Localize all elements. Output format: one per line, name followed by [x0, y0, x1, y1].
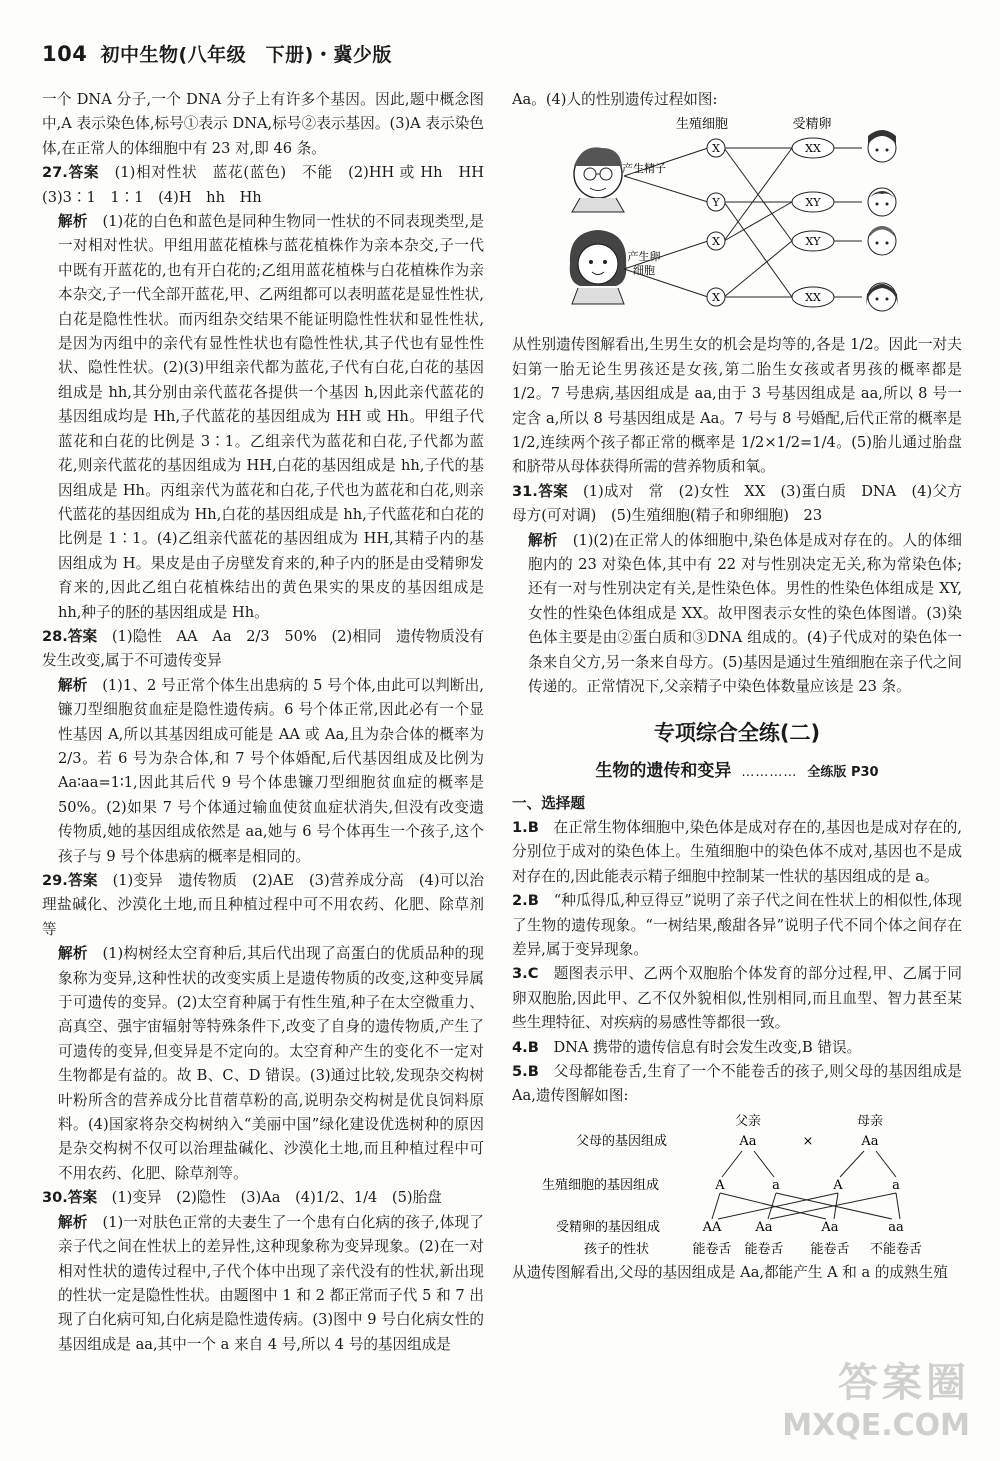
- gamete-3: A: [833, 1177, 843, 1193]
- q29-analysis-text: (1)构树经太空育种后,其后代出现了高蛋白的优质品种的现象称为变异,这种性状的改变实质上是遗传物质的改变,这种变异属于可遗传的变异。(2)太空育种属于有性生殖,种子在太空微重力、高真空、强宇宙辐射等特殊条件下,改变了自身的遗传物质,产生了可遗传的变异,但变异是不定向的。太空育种产生的变化不一定对生物都是有益的。故 B、C、D 错误。(3)通过比较,发现杂交构树叶粉所含的营养成分比苜蓿草粉的高,说明杂交构树是优良饲料原料。(4)国家将杂交构树纳入“美丽中国”绿化建设优选树种的原因是杂交构树不仅可以治理盐碱化、沙漠化土地,而且种植过程中可不用农药、化肥、除草剂等。: [58, 945, 484, 1182]
- boy-face-icon: [868, 226, 896, 255]
- q29-answer-text: (1)变异 遗传物质 (2)AE (3)营养成分高 (4)可以治理盐碱化、沙漠化土地,而且种植过程中可不用农药、化肥、除草剂等: [42, 872, 484, 938]
- q27-analysis: [42, 210, 484, 625]
- analysis-label: 解析: [58, 1213, 88, 1231]
- zygote-2: Aa: [755, 1219, 773, 1235]
- zygote-xy: [792, 192, 834, 212]
- q30-analysis: [42, 1211, 484, 1357]
- answer-label: 答案: [537, 482, 569, 500]
- gamete-sperm-y: [707, 193, 725, 211]
- mc-text: 父母都能卷舌,生育了一个不能卷舌的孩子,则父母的基因组成是 Aa,遗传图解如图:: [512, 1062, 962, 1105]
- svg-text:X: X: [712, 235, 720, 249]
- zygote-xx: [792, 138, 834, 158]
- intro-paragraph: 一个 DNA 分子,一个 DNA 分子上有许多个基因。因此,题中概念图中,A 表示染色体,标号①表示 DNA,标号②表示基因。(3)A 表示染色体,在正常人的体细胞中有 23 对,即 46 条。: [42, 91, 484, 157]
- mc-text: 在正常生物体细胞中,染色体是成对存在的,基因也是成对存在的,分别位于成对的染色体上。生殖细胞中的染色体不成对,基因也不是成对存在的,因此能表示精子细胞中控制某一性状的基因组成的是 a。: [512, 818, 962, 885]
- edition-reference: 全练版 P30: [807, 764, 879, 780]
- q31-analysis: [512, 529, 962, 700]
- trait-4: 不能卷舌: [869, 1241, 923, 1257]
- analysis-label: 解析: [58, 945, 88, 963]
- cross-lines: [712, 1151, 900, 1219]
- sex-inheritance-diagram: [512, 114, 962, 329]
- analysis-label: 解析: [528, 531, 558, 549]
- section-subtitle: [512, 758, 962, 786]
- right-column: [512, 88, 977, 1285]
- mc-number: 1.B: [512, 818, 539, 836]
- father-produce-sperm-label: 产生精子: [622, 162, 666, 176]
- boy-face-icon: [868, 188, 896, 216]
- q30-continuation: Aa。(4)人的性别遗传过程如图:: [512, 91, 718, 108]
- svg-text:XY: XY: [805, 196, 821, 210]
- label-father: 父亲: [734, 1113, 762, 1129]
- father-face-icon: [572, 148, 624, 213]
- q30-answer: [42, 1186, 484, 1210]
- row-label-parents: 父母的基因组成: [576, 1133, 668, 1149]
- mc-item-3: [512, 962, 962, 1035]
- row-label-zygote: 受精卵的基因组成: [556, 1219, 661, 1235]
- book-title: 初中生物(八年级 下册)・冀少版: [100, 44, 392, 66]
- page-header: [42, 40, 392, 67]
- page-number: 104: [42, 42, 88, 66]
- q28-number: 28.: [42, 627, 68, 645]
- q31-number: 31.: [512, 482, 538, 500]
- gamete-4: a: [892, 1177, 900, 1193]
- answer-label: 答案: [67, 627, 98, 645]
- q30-continuation-2: 从性别遗传图解看出,生男生女的机会是均等的,各是 1/2。因此一对夫妇第一胎无论生男孩还是女孩,第二胎生女孩或者男孩的概率都是 1/2。7 号患病,基因组成是 aa,由于 3 号基因组成是 aa,所以 8 号一定含 a,所以 8 号基因组成是 Aa。7 号与 8 号婚配,后代正常的概率是 1/2,连续两个孩子都正常的概率是 1/2×1/2=1/4。(5)胎儿通过胎盘和脐带从母体获得所需的营养物质和氧。: [512, 336, 962, 476]
- cross-symbol: ×: [802, 1133, 814, 1149]
- girl-face-icon: [868, 130, 896, 162]
- q31-answer: [512, 480, 977, 529]
- svg-text:Y: Y: [712, 196, 720, 210]
- gamete-2: a: [772, 1177, 780, 1193]
- gamete-sperm-x: [707, 139, 725, 157]
- row-label-trait: 孩子的性状: [584, 1241, 650, 1257]
- q28-analysis-text: (1)1、2 号正常个体生出患病的 5 号个体,由此可以判断出,镰刀型细胞贫血症是隐性遗传病。6 号个体正常,因此必有一个显性基因 A,所以其基因组成可能是 AA 或 Aa,且为杂合体的概率为 2/3。若 6 号为杂合体,和 7 号个体婚配,后代基因组成及比例为 Aa∶aa=1∶1,因此其后代 9 号个体患镰刀型细胞贫血症的概率是 50%。(2)如果 7 号个体通过输血使贫血症状消失,但没有改变遗传物质,她的基因组成依然是 aa,她与 6 号个体再生一个孩子,这个孩子与 9 号个体患病的概率是相同的。: [58, 676, 484, 865]
- mc-number: 4.B: [512, 1038, 539, 1056]
- analysis-label: 解析: [58, 676, 88, 694]
- q28-answer: [42, 625, 484, 674]
- gamete-egg-x: [707, 288, 725, 306]
- row-label-germ: 生殖细胞的基因组成: [542, 1177, 660, 1193]
- diagram-header-zygote: 受精卵: [792, 117, 832, 133]
- gamete-egg-x: [707, 232, 725, 250]
- father-genotype: Aa: [739, 1133, 757, 1149]
- zygote-3: Aa: [821, 1219, 839, 1235]
- mc-item-2: [512, 889, 962, 962]
- q28-answer-text: (1)隐性 AA Aa 2/3 50% (2)相同 遗传物质没有发生改变,属于不可遗传变异: [42, 627, 484, 670]
- q27-number: 27.: [42, 164, 68, 182]
- label-mother: 母亲: [856, 1113, 884, 1129]
- svg-text:XX: XX: [805, 142, 821, 156]
- q29-answer: [42, 869, 484, 942]
- trait-2: 能卷舌: [744, 1241, 784, 1257]
- mc-number: 5.B: [512, 1062, 539, 1080]
- q28-analysis: [42, 674, 484, 869]
- mother-face-icon: [570, 230, 627, 304]
- q29-number: 29.: [42, 872, 68, 889]
- mc-item-1: [512, 816, 962, 889]
- zygote-1: AA: [702, 1219, 722, 1235]
- mc-text: DNA 携带的遗传信息有时会发生改变,B 错误。: [553, 1038, 862, 1056]
- section-subtitle-dots: …………: [741, 764, 798, 780]
- answer-label: 答案: [67, 872, 98, 889]
- tail-paragraph: 从遗传图解看出,父母的基因组成是 Aa,都能产生 A 和 a 的成熟生殖: [512, 1263, 948, 1281]
- watermark-line-2: MXQE.COM: [782, 1408, 970, 1443]
- mc-item-4: [512, 1036, 962, 1060]
- svg-text:X: X: [712, 291, 720, 305]
- mc-number: 2.B: [512, 892, 539, 910]
- svg-text:X: X: [712, 142, 720, 156]
- mc-text: “种瓜得瓜,种豆得豆”说明了亲子代之间在性状上的相似性,体现了生物的遗传现象。“一树结果,酸甜各异”说明子代不同个体之间存在差异,属于变异现象。: [512, 892, 962, 958]
- mc-text: 题图表示甲、乙两个双胞胎个体发育的部分过程,甲、乙属于同卵双胞胎,因此甲、乙不仅外貌相似,性别相同,而且血型、智力甚至某些生理特征、对疾病的易感性等都很一致。: [512, 965, 962, 1032]
- q27-answer: [42, 161, 499, 210]
- zygote-4: aa: [888, 1219, 904, 1235]
- svg-text:XX: XX: [805, 291, 821, 305]
- watermark-line-1: 答案圈: [838, 1360, 970, 1406]
- q31-answer-text: (1)成对 常 (2)女性 XX (3)蛋白质 DNA (4)父方 母方(可对调) (5)生殖细胞(精子和卵细胞) 23: [512, 482, 977, 525]
- tongue-rolling-diagram: [512, 1111, 962, 1261]
- q30-answer-text: (1)变异 (2)隐性 (3)Aa (4)1/2、1/4 (5)胎盘: [111, 1189, 442, 1207]
- section-subtitle-text: 生物的遗传和变异: [595, 760, 732, 781]
- watermark-logo: [782, 1351, 970, 1443]
- category-heading: 一、选择题: [512, 794, 585, 812]
- q27-analysis-text: (1)花的白色和蓝色是同种生物同一性状的不同表现类型,是一对相对性状。甲组用蓝花植株与蓝花植株作为亲本杂交,子一代中既有开蓝花的,也有开白花的;乙组用蓝花植株与白花植株作为亲本杂交,子一代全部开蓝花,甲、乙两组都可以表明蓝花是显性性状,白花是隐性性状。而丙组杂交结果不能证明隐性性状和显性性状,是因为丙组中的亲代有显性性状也有隐性性状,其子代也有显性性状、隐性性状。(2)(3)甲组亲代都为蓝花,子代有白花,白花的基因组成是 hh,其分别由亲代蓝花各提供一个基因 h,因此亲代蓝花的基因组成均是 Hh,子代蓝花的基因组成为 HH 或 Hh。甲组子代蓝花和白花的比例是 3∶1。乙组亲代为蓝花和白花,子代都为蓝花,则亲代蓝花的基因组成为 HH,白花的基因组成是 hh,子代的基因组成是 Hh。丙组亲代为蓝花和白花,子代也为蓝花和白花,则亲代蓝花的基因组成为 Hh,白花的基因组成是 hh,子代蓝花和白花的比例是 1∶1。(4)乙组亲代蓝花的基因组成为 HH,其精子内的基因组成为 H。果皮是由子房壁发育来的,种子内的胚是由受精卵发育来的,因此乙组白花植株结出的黄色果实的果皮的基因组成是 hh,种子的胚的基因组成是 Hh。: [58, 213, 484, 621]
- mc-number: 3.C: [512, 965, 539, 983]
- mother-genotype: Aa: [861, 1133, 879, 1149]
- trait-1: 能卷舌: [692, 1241, 732, 1257]
- q30-analysis-text: (1)一对肤色正常的夫妻生了一个患有白化病的孩子,体现了亲子代之间在性状上的差异性,这种现象称为变异现象。(2)在一对相对性状的遗传过程中,子代个体中出现了亲代没有的性状,新出现的性状一定是隐性性状。由题图中 1 和 2 都正常而子代 5 和 7 出现了白化病可知,白化病是隐性遗传病。(3)图中 9 号白化病女性的基因组成是 aa,其中一个 a 来自 4 号,所以 4 号的基因组成是: [58, 1213, 484, 1353]
- zygote-xy: [792, 231, 834, 251]
- q31-analysis-text: (1)(2)在正常人的体细胞中,染色体是成对存在的。人的体细胞内的 23 对染色体,其中有 22 对与性别决定无关,称为常染色体;还有一对与性别决定有关,是性染色体。男性的性染色体组成是 XY,女性的性染色体组成是 XX。故甲图表示女性的染色体图谱。(3)染色体主要是由②蛋白质和③DNA 组成的。(4)子代成对的染色体一条来自父方,另一条来自母方。(5)基因是通过生殖细胞在亲子代之间传递的。正常情况下,父亲精子中染色体数量应该是 23 条。: [528, 531, 962, 696]
- girl-face-icon: [866, 283, 898, 311]
- answer-label: 答案: [67, 164, 100, 182]
- mother-produce-egg-label-1: 产生卵: [627, 250, 661, 264]
- mother-produce-egg-label-2: 细胞: [633, 264, 655, 278]
- diagram-header-germ-cells: 生殖细胞: [675, 117, 729, 133]
- answer-label: 答案: [67, 1189, 98, 1207]
- zygote-xx: [792, 287, 834, 307]
- analysis-label: 解析: [58, 213, 88, 231]
- left-column: [42, 88, 499, 1357]
- section-title: 专项综合全练(二): [653, 720, 821, 745]
- svg-text:XY: XY: [805, 235, 821, 249]
- gamete-1: A: [715, 1177, 725, 1193]
- q29-analysis: [42, 942, 484, 1186]
- mc-item-5: [512, 1060, 962, 1109]
- trait-3: 能卷舌: [810, 1241, 850, 1257]
- q27-answer-text: (1)相对性状 蓝花(蓝色) 不能 (2)HH 或 Hh HH (3)3∶1 1∶1 (4)H hh Hh: [42, 164, 499, 206]
- q30-number: 30.: [42, 1189, 68, 1207]
